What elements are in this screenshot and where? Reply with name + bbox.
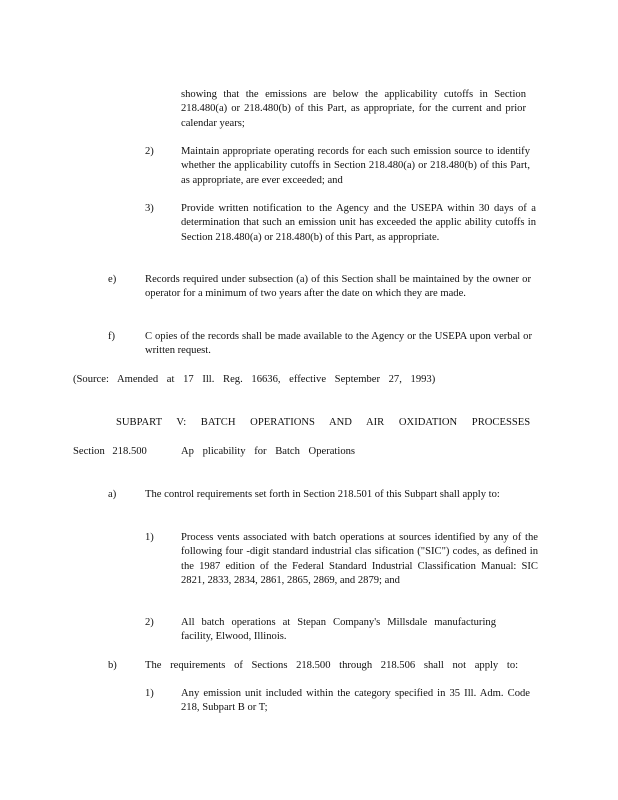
item-2-number: 2) bbox=[145, 146, 154, 157]
source-note: (Source: Amended at 17 Ill. Reg. 16636, effective September 27, 1993) bbox=[73, 374, 436, 385]
item-2-paragraph: Maintain appropriate operating records for each such emission source to identify whether the applicability cutoffs in Section 218.480(a) or 218.480(b) of this Part, as appropriate, are ever exceeded; and bbox=[181, 146, 530, 186]
item-f-paragraph: C opies of the records shall be made available to the Agency or the USEPA upon verbal or written request. bbox=[145, 331, 532, 357]
section-title: Ap plicability for Batch Operations bbox=[181, 446, 356, 457]
item-a-letter: a) bbox=[108, 489, 117, 500]
item-3-number: 3) bbox=[145, 203, 154, 214]
item-b1-number: 1) bbox=[145, 688, 154, 699]
item-f-letter: f) bbox=[108, 331, 116, 342]
continuation-paragraph: showing that the emissions are below the applicability cutoffs in Section 218.480(a) or 218.480(b) of this Part, as appropriate, for the current and prior calendar years; bbox=[181, 89, 526, 129]
item-b-letter: b) bbox=[108, 660, 117, 671]
item-b1-paragraph: Any emission unit included within the category specified in 35 Ill. Adm. Code 218, Subpart B or T; bbox=[181, 688, 530, 714]
item-e-letter: e) bbox=[108, 274, 117, 285]
item-3-paragraph: Provide written notification to the Agency and the USEPA within 30 days of a determination that such an emission unit has exceeded the applic ability cutoffs in Section 218.480(a) or 218.480(b) of this Part, as appropriate. bbox=[181, 203, 536, 243]
item-a2-number: 2) bbox=[145, 617, 154, 628]
item-a1-number: 1) bbox=[145, 532, 154, 543]
item-e-paragraph: Records required under subsection (a) of this Section shall be maintained by the owner or operator for a minimum of two years after the date on which they are made. bbox=[145, 274, 531, 300]
item-a-paragraph: The control requirements set forth in Section 218.501 of this Subpart shall apply to: bbox=[145, 489, 500, 500]
item-b-paragraph: The requirements of Sections 218.500 through 218.506 shall not apply to: bbox=[145, 660, 519, 671]
subpart-heading: SUBPART V: BATCH OPERATIONS AND AIR OXIDATION PROCESSES bbox=[116, 417, 531, 428]
item-a1-paragraph: Process vents associated with batch operations at sources identified by any of the following four -digit standard industrial clas sification ("SIC") codes, as defined in the 1987 edition of the Federal Standard Industrial Classification Manual: SIC 2821, 2833, 2834, 2861, 2865, 2869, and 2879; and bbox=[181, 532, 538, 586]
item-a2-paragraph: All batch operations at Stepan Company's Millsdale manufacturing facility, Elwood, Illinois. bbox=[181, 617, 496, 643]
section-number: Section 218.500 bbox=[73, 446, 147, 457]
